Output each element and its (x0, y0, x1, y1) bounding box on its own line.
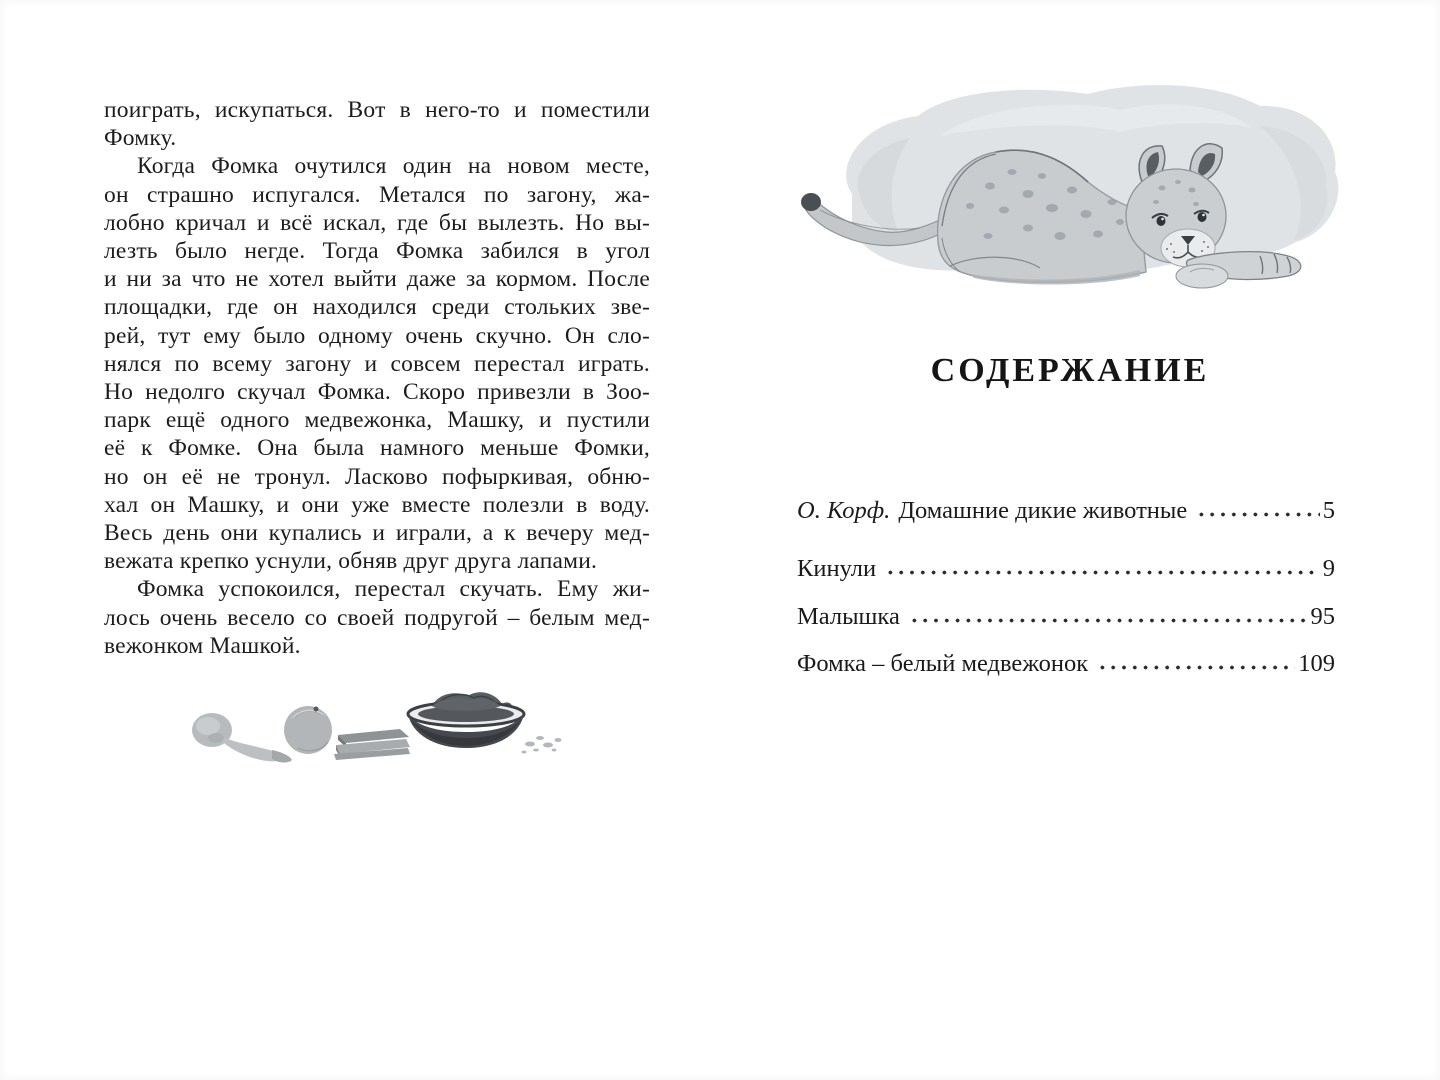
food-still-life-illustration (180, 688, 570, 788)
text-line: Фомка успокоился, перестал скучать. Ему жи- (137, 576, 650, 603)
toc-entry-page: 109 (1298, 650, 1335, 677)
toc-entry-title: Малышка (797, 603, 900, 630)
text-line: Когда Фомка очутился один на новом месте, (137, 153, 650, 180)
toc-entry-page: 95 (1310, 603, 1335, 630)
toc-entry-title: Кинули (797, 555, 877, 582)
food-bowl-illustration-part (408, 692, 524, 748)
toc-entry-title: Фомка – белый медвежонок (797, 650, 1089, 677)
text-line: парк ещё одного медвежонка, Машку, и пустили (104, 407, 650, 434)
text-line: хал он Машку, и они уже вместе полезли в воду. (104, 491, 650, 518)
toc-entry (797, 496, 1335, 526)
text-line: Весь день они купались и играли, а к вечеру мед- (104, 520, 650, 547)
crumbs-illustration-part (522, 736, 562, 754)
toc-entry-page: 9 (1322, 555, 1335, 582)
toc-entry-page: 5 (1322, 497, 1335, 524)
biscuits-illustration-part (334, 729, 410, 760)
toc-list (797, 496, 1335, 696)
text-line: поиграть, искупаться. Вот в него-то и поместили (104, 97, 650, 123)
text-line: лезть было негде. Тогда Фомка забился в угол (104, 238, 650, 265)
text-line: рей, тут ему было одному очень скучно. Он сло- (104, 322, 650, 349)
toc-entry (797, 602, 1335, 632)
text-line: площадки, где он находился среди стольких зве- (104, 294, 650, 321)
text-line: её к Фомке. Она была намного меньше Фомки, (104, 435, 650, 462)
toc-dot-leader (885, 556, 1320, 576)
onion-illustration-part (284, 706, 332, 754)
text-line: лось очень весело со своей подругой – белым мед- (104, 604, 650, 631)
toc-dot-leader (1196, 498, 1320, 518)
text-line: и ни за что не хотел выйти даже за кормом. После (104, 266, 650, 293)
left-page-text (104, 96, 650, 660)
toc-entry-author: О. Корф. (797, 497, 891, 524)
lion-cub-illustration (790, 76, 1350, 314)
text-line: вежата крепко уснули, обняв друг друга лапами. (104, 548, 598, 575)
toc-entry (797, 554, 1335, 584)
bone-illustration-part (192, 713, 292, 763)
text-line: Фомку. (104, 125, 177, 152)
toc-entry-title: Домашние дикие животные (898, 497, 1188, 524)
text-line: но он её не тронул. Ласково пофыркивая, обню- (104, 463, 650, 490)
toc-dot-leader (909, 604, 1308, 624)
toc-dot-leader (1097, 651, 1295, 671)
text-line: лобно кричал и всё искал, где бы вылезть. Но вы- (104, 209, 650, 236)
text-line: вежонком Машкой. (104, 632, 301, 659)
toc-entry (797, 649, 1335, 679)
text-line: нялся по всему загону и совсем перестал играть. (104, 350, 650, 377)
text-line: Но недолго скучал Фомка. Скоро привезли в Зоо- (104, 379, 650, 406)
toc-heading: СОДЕРЖАНИЕ (930, 352, 1210, 389)
text-line: он страшно испугался. Метался по загону, жа- (104, 181, 650, 208)
